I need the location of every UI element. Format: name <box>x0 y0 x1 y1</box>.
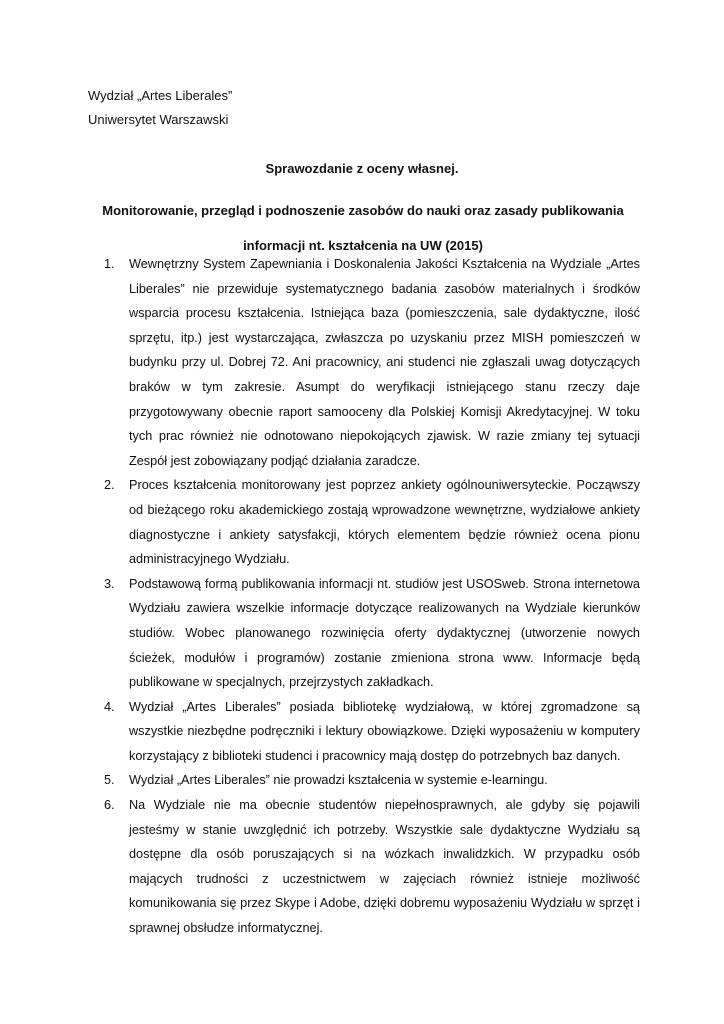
list-item-number: 1. <box>104 257 115 271</box>
report-items-list <box>104 252 640 941</box>
list-item <box>104 793 640 941</box>
list-item-text: Wewnętrzny System Zapewniania i Doskonalenia Jakości Kształcenia na Wydziale „Artes Liberales” nie przewiduje systematycznego badania zasobów materialnych i środków wsparcia procesu kształcenia. Istniejąca baza (pomieszczenia, sale dydaktyczne, ilość sprzętu, itp.) jest wystarczająca, zwłaszcza po uzyskaniu przez MISH pomieszczeń w budynku przy ul. Dobrej 72. Ani pracownicy, ani studenci nie zgłaszali uwag dotyczących braków w tym zakresie. Asumpt do weryfikacji istniejącego stanu rzeczy daje przygotowywany obecnie raport samooceny dla Polskiej Komisji Akredytacyjnej. W toku tych prac również nie odnotowano niepokojących zjawisk. W razie zmiany tej sytuacji Zespół jest zobowiązany podjąć działania zaradcze. <box>129 257 640 468</box>
list-item-number: 3. <box>104 576 115 591</box>
list-item-text: Podstawową formą publikowania informacji nt. studiów jest USOSweb. Strona internetowa Wydziału zawiera wszelkie informacje dotyczące realizowanych na Wydziale kierunków studiów. Wobec planowanego rozwinięcia oferty dydaktycznej (utworzenie nowych ścieżek, modułów i programów) zostanie zmieniona strona www. Informacje będą publikowane w specjalnych, przejrzystych zakładkach. <box>129 576 640 690</box>
list-item <box>104 473 640 571</box>
list-item-number: 4. <box>104 699 115 714</box>
faculty-name: Wydział „Artes Liberales” <box>88 88 233 103</box>
list-item-text: Proces kształcenia monitorowany jest poprzez ankiety ogólnouniwersyteckie. Począwszy od bieżącego roku akademickiego zostają wprowadzone wewnętrzne, wydziałowe ankiety diagnostyczne i ankiety satysfakcji, których elementem będzie również ocena pionu administracyjnego Wydziału. <box>129 478 640 567</box>
list-item-number: 6. <box>104 798 115 813</box>
list-item <box>104 695 640 769</box>
list-item-number: 2. <box>104 478 115 493</box>
list-item-text: Wydział „Artes Liberales” posiada bibliotekę wydziałową, w której zgromadzone są wszystkie niezbędne podręczniki i lektury obowiązkowe. Dzięki wyposażeniu w komputery korzystający z biblioteki studenci i pracownicy mają dostęp do potrzebnych baz danych. <box>129 699 640 763</box>
university-name: Uniwersytet Warszawski <box>88 112 229 127</box>
list-item <box>104 572 640 695</box>
list-item-text: Na Wydziale nie ma obecnie studentów niepełnosprawnych, ale gdyby się pojawili jesteśmy w stanie uwzględnić ich potrzeby. Wszystkie sale dydaktyczne Wydziału są dostępne dla osób poruszających si na wózkach inwalidzkich. W przypadku osób mających trudności z uczestnictwem w zajęciach również istnieje możliwość komunikowania się przez Skype i Adobe, dzięki dobremu wyposażeniu Wydziału w sprzęt i sprawnej obsłudze informatycznej. <box>129 798 640 936</box>
document-header <box>88 84 232 132</box>
list-item <box>104 768 640 793</box>
list-item <box>104 252 640 473</box>
list-item-text: Wydział „Artes Liberales” nie prowadzi kształcenia w systemie e-learningu. <box>129 773 548 788</box>
report-subtitle: Monitorowanie, przegląd i podnoszenie zasobów do nauki oraz zasady publikowania informacji nt. kształcenia na UW (2015) <box>102 203 624 253</box>
list-item-number: 5. <box>104 773 115 788</box>
report-title: Sprawozdanie z oceny własnej. <box>265 161 459 176</box>
